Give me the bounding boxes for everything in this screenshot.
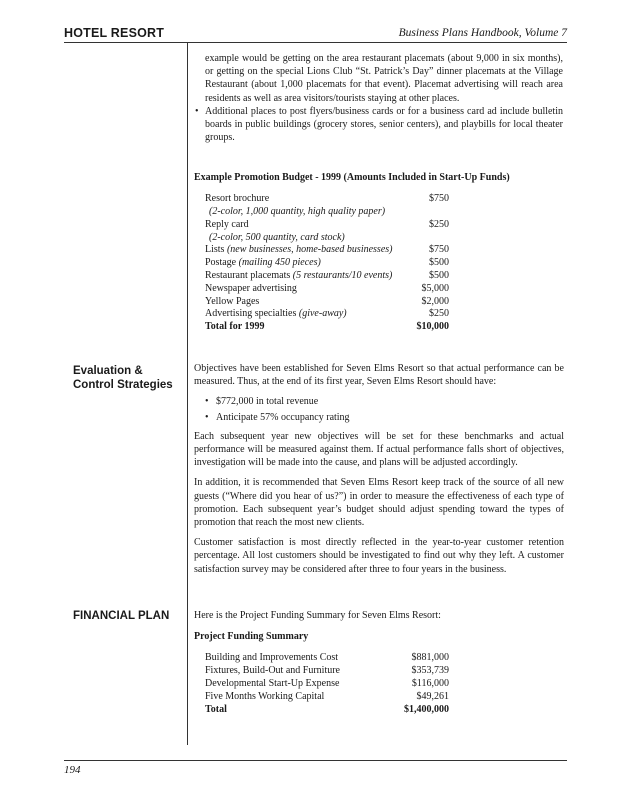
row-label-cell bbox=[205, 665, 388, 678]
row-amount: $250 bbox=[429, 308, 449, 320]
side-heading-evaluation bbox=[73, 364, 173, 392]
bullet-continuation-text: example would be getting on the area restaurant placemats (about 9,000 in six months), or getting on the special Lions Club “St. Patrick’s Day” dinner placemats at the Village Restaurant (about 1,000 placemats for that event). Placemat advertising will reach area residents as well as area visitors/tourists staying at other places. bbox=[205, 53, 563, 104]
total-amount: $10,000 bbox=[416, 321, 449, 333]
row-label-cell bbox=[205, 219, 413, 232]
financial-plan-section bbox=[194, 609, 564, 716]
row-label-cell bbox=[205, 308, 413, 321]
table-row bbox=[205, 296, 449, 309]
row-note: (2-color, 1,000 quantity, high quality paper) bbox=[209, 206, 386, 217]
bullet-icon: • bbox=[195, 105, 199, 117]
table-row bbox=[205, 270, 449, 283]
row-label: Restaurant placemats bbox=[205, 269, 291, 281]
promotion-budget-section bbox=[194, 171, 564, 334]
top-continuation bbox=[195, 52, 563, 144]
row-label: Building and Improvements Cost bbox=[205, 652, 339, 664]
running-head-section: HOTEL RESORT bbox=[64, 26, 165, 40]
table-row bbox=[205, 244, 449, 257]
row-label-cell bbox=[205, 270, 413, 283]
paragraph: Customer satisfaction is most directly reflected in the year-to-year customer retention percentage. All lost customers should be investigated to find out why they left. A customer satisfaction survey may be considered after three to four years in the business. bbox=[194, 537, 564, 575]
row-amount: $2,000 bbox=[421, 295, 449, 307]
row-amount: $750 bbox=[429, 193, 449, 205]
table-row bbox=[205, 691, 449, 704]
list-item bbox=[205, 395, 564, 408]
side-heading-line: Control Strategies bbox=[73, 379, 173, 391]
total-row bbox=[205, 704, 449, 717]
header-rule bbox=[64, 42, 567, 43]
row-note: (mailing 450 pieces) bbox=[238, 257, 321, 269]
row-label-cell bbox=[205, 232, 413, 245]
paragraph: Each subsequent year new objectives will be set for these benchmarks and actual performance will be measured against them. If actual performance falls short of objectives, investigation will be made into the cause, and plans will be adjusted accordingly. bbox=[194, 430, 564, 469]
row-label: Reply card bbox=[205, 218, 249, 230]
total-amount: $1,400,000 bbox=[404, 703, 449, 715]
bullet-item bbox=[195, 105, 563, 145]
table-row bbox=[205, 283, 449, 296]
row-label: Newspaper advertising bbox=[205, 282, 297, 294]
evaluation-section bbox=[194, 362, 564, 583]
running-head-book-title: Business Plans Handbook, Volume 7 bbox=[398, 27, 567, 39]
row-label-cell bbox=[205, 678, 388, 691]
row-note: (2-color, 500 quantity, card stock) bbox=[209, 231, 345, 243]
objectives-list bbox=[194, 395, 564, 423]
total-label: Total for 1999 bbox=[205, 321, 265, 333]
row-label: Resort brochure bbox=[205, 193, 270, 205]
table-row bbox=[205, 232, 449, 245]
list-item-text: $772,000 in total revenue bbox=[216, 396, 319, 408]
row-label: Lists bbox=[205, 244, 225, 256]
row-amount: $500 bbox=[429, 257, 449, 269]
column-divider bbox=[187, 42, 188, 745]
row-label-cell bbox=[205, 691, 388, 704]
table-row bbox=[205, 206, 449, 219]
row-label-cell bbox=[205, 257, 413, 270]
side-heading-financial-plan: FINANCIAL PLAN bbox=[73, 610, 170, 622]
row-amount: $250 bbox=[429, 218, 449, 230]
row-amount: $500 bbox=[429, 269, 449, 281]
table-row bbox=[205, 308, 449, 321]
footer-rule bbox=[64, 760, 567, 761]
row-note: (5 restaurants/10 events) bbox=[292, 269, 393, 281]
list-item bbox=[205, 411, 564, 424]
row-label: Advertising specialties bbox=[205, 308, 297, 320]
project-funding-heading: Project Funding Summary bbox=[194, 631, 309, 643]
bullet-icon: • bbox=[205, 396, 209, 408]
row-label: Five Months Working Capital bbox=[205, 690, 325, 702]
row-label: Postage bbox=[205, 257, 237, 269]
paragraph: In addition, it is recommended that Seven Elms Resort keep track of the source of all new guests (“Where did you hear of us?”) in order to measure the effectiveness of each type of promotion. Each subsequent year’s budget should adjust spending toward the types of promotion that reach the most new clients. bbox=[194, 477, 564, 529]
row-label: Yellow Pages bbox=[205, 295, 260, 307]
row-note: (new businesses, home-based businesses) bbox=[226, 244, 393, 256]
table-row bbox=[205, 219, 449, 232]
row-note: (give-away) bbox=[298, 308, 347, 320]
row-amount bbox=[413, 206, 449, 219]
project-funding-table bbox=[205, 652, 449, 716]
side-heading-line: Evaluation & bbox=[73, 365, 143, 377]
row-amount bbox=[413, 232, 449, 245]
row-amount: $116,000 bbox=[411, 678, 449, 689]
paragraph: Objectives have been established for Seven Elms Resort so that actual performance can be measured. Thus, at the end of its first year, Seven Elms Resort should have: bbox=[194, 363, 564, 388]
row-label-cell bbox=[205, 244, 413, 257]
table-row bbox=[205, 665, 449, 678]
paragraph: Here is the Project Funding Summary for Seven Elms Resort: bbox=[194, 610, 441, 621]
row-label: Fixtures, Build-Out and Furniture bbox=[205, 665, 340, 677]
total-label: Total bbox=[205, 703, 227, 715]
row-label-cell bbox=[205, 652, 388, 665]
row-amount: $881,000 bbox=[411, 652, 449, 664]
table-row bbox=[205, 652, 449, 665]
list-item-text: Anticipate 57% occupancy rating bbox=[216, 411, 350, 423]
row-label-cell bbox=[205, 283, 413, 296]
row-amount: $750 bbox=[429, 244, 449, 256]
row-amount: $5,000 bbox=[421, 282, 449, 294]
page-number: 194 bbox=[64, 764, 81, 776]
row-amount: $49,261 bbox=[416, 690, 449, 702]
promotion-budget-heading: Example Promotion Budget - 1999 (Amounts Included in Start-Up Funds) bbox=[194, 172, 510, 183]
promotion-budget-table bbox=[205, 193, 449, 334]
row-label-cell bbox=[205, 193, 413, 206]
table-row bbox=[205, 193, 449, 206]
row-label: Developmental Start-Up Expense bbox=[205, 678, 340, 689]
bullet-text: Additional places to post flyers/business cards or for a business card ad include bulletin boards in public buildings (grocery stores, senior centers), and playbills for local theater groups. bbox=[205, 105, 563, 144]
row-amount: $353,739 bbox=[411, 665, 449, 677]
total-row bbox=[205, 321, 449, 334]
table-row bbox=[205, 257, 449, 270]
row-label-cell bbox=[205, 206, 413, 219]
bullet-icon: • bbox=[205, 411, 209, 423]
table-row bbox=[205, 678, 449, 691]
row-label-cell bbox=[205, 296, 413, 309]
